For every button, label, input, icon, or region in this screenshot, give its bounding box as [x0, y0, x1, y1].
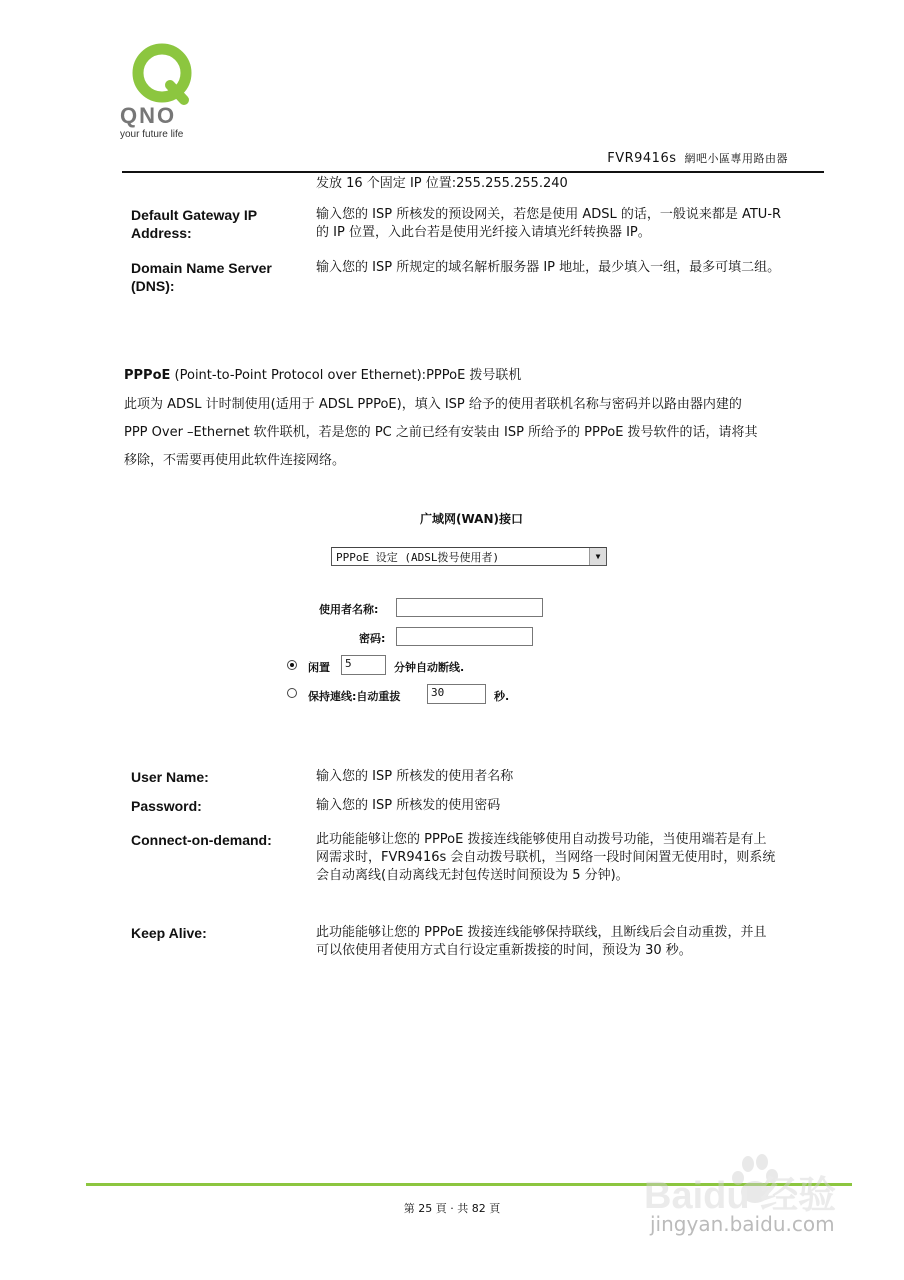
doc-model: FVR9416s: [607, 151, 677, 166]
password-input[interactable]: [396, 627, 533, 646]
wan-form-title: 广域网(WAN)接口: [420, 512, 523, 526]
page-number: 第 25 頁 · 共 82 頁: [403, 1202, 501, 1215]
term-line: Default Gateway IP: [131, 207, 258, 223]
desc-keep-alive: 此功能能够让您的 PPPoE 拨接连线能够保持联线，且断线后会自动重拨，并且可以依使用者使用方式自行设定重新拨接的时间，预设为 30 秒。: [316, 925, 767, 958]
idle-minutes-input[interactable]: 5: [341, 655, 386, 675]
term-user-name: User Name:: [131, 769, 209, 785]
chevron-down-icon[interactable]: ▼: [589, 548, 606, 565]
watermark-brand: Baidu 经验: [644, 1175, 837, 1217]
term-default-gateway: [131, 206, 257, 242]
desc-dns: 输入您的 ISP 所规定的域名解析服务器 IP 地址，最少填入一组，最多可填二组。: [316, 260, 781, 275]
keepalive-radio[interactable]: [287, 688, 297, 698]
pppoe-para-line: 此项为 ADSL 计时制使用(适用于 ADSL PPPoE)，填入 ISP 给予的使用者联机名称与密码并以路由器内建的: [124, 397, 742, 412]
term-password: Password:: [131, 798, 202, 814]
term-line: Domain Name Server: [131, 260, 272, 276]
idle-suffix: 分钟自动断线.: [394, 661, 465, 674]
doc-subtitle: 網吧小區專用路由器: [684, 152, 788, 165]
continuation-text: 发放 16 个固定 IP 位置:255.255.255.240: [316, 176, 568, 191]
idle-label: 闲置: [308, 661, 330, 674]
desc-password: 输入您的 ISP 所核发的使用密码: [316, 798, 501, 813]
select-value: PPPoE 设定 (ADSL拨号使用者): [336, 551, 500, 564]
keepalive-label: 保持連线:自动重拔: [308, 690, 401, 703]
password-label: 密码:: [359, 632, 386, 645]
term-connect-on-demand: Connect-on-demand:: [131, 832, 272, 848]
logo-wordmark: QNO: [120, 103, 177, 128]
desc-connect-on-demand: 此功能能够让您的 PPPoE 拨接连线能够使用自动拨号功能，当使用端若是有上网需求时，FVR9416s 会自动拨号联机，当网络一段时间闲置无使用时，则系统会自动离线(自动离线无封包传送时间预设为 5 分钟)。: [316, 832, 776, 883]
pppoe-heading-bold: PPPoE: [124, 368, 171, 383]
term-line: (DNS):: [131, 278, 175, 294]
desc-user-name: 输入您的 ISP 所核发的使用者名称: [316, 769, 514, 784]
term-keep-alive: Keep Alive:: [131, 925, 207, 941]
keepalive-seconds-input[interactable]: 30: [427, 684, 486, 704]
doc-title: [607, 150, 788, 166]
username-input[interactable]: [396, 598, 543, 617]
qno-logo: [118, 40, 228, 140]
term-dns: [131, 259, 272, 295]
logo-tagline: your future life: [120, 129, 184, 140]
term-line: Address:: [131, 225, 192, 241]
keepalive-suffix: 秒.: [494, 690, 510, 703]
pppoe-para-line: 移除，不需要再使用此软件连接网络。: [124, 453, 346, 468]
idle-radio[interactable]: [287, 660, 297, 670]
pppoe-para-line: PPP Over –Ethernet 软件联机，若是您的 PC 之前已经有安装由 ISP 所给予的 PPPoE 拨号软件的话，请将其: [124, 425, 758, 440]
watermark-url: jingyan.baidu.com: [650, 1212, 835, 1236]
connection-type-select[interactable]: [331, 547, 607, 566]
header-rule: [122, 171, 824, 173]
username-label: 使用者名称:: [319, 603, 379, 616]
pppoe-heading-rest: (Point-to-Point Protocol over Ethernet):PPPoE 拨号联机: [170, 368, 522, 383]
pppoe-heading: [124, 367, 521, 385]
desc-default-gateway: 输入您的 ISP 所核发的预设网关，若您是使用 ADSL 的话，一般说来都是 ATU-R 的 IP 位置，入此台若是使用光纤接入请填光纤转换器 IP。: [316, 207, 782, 240]
